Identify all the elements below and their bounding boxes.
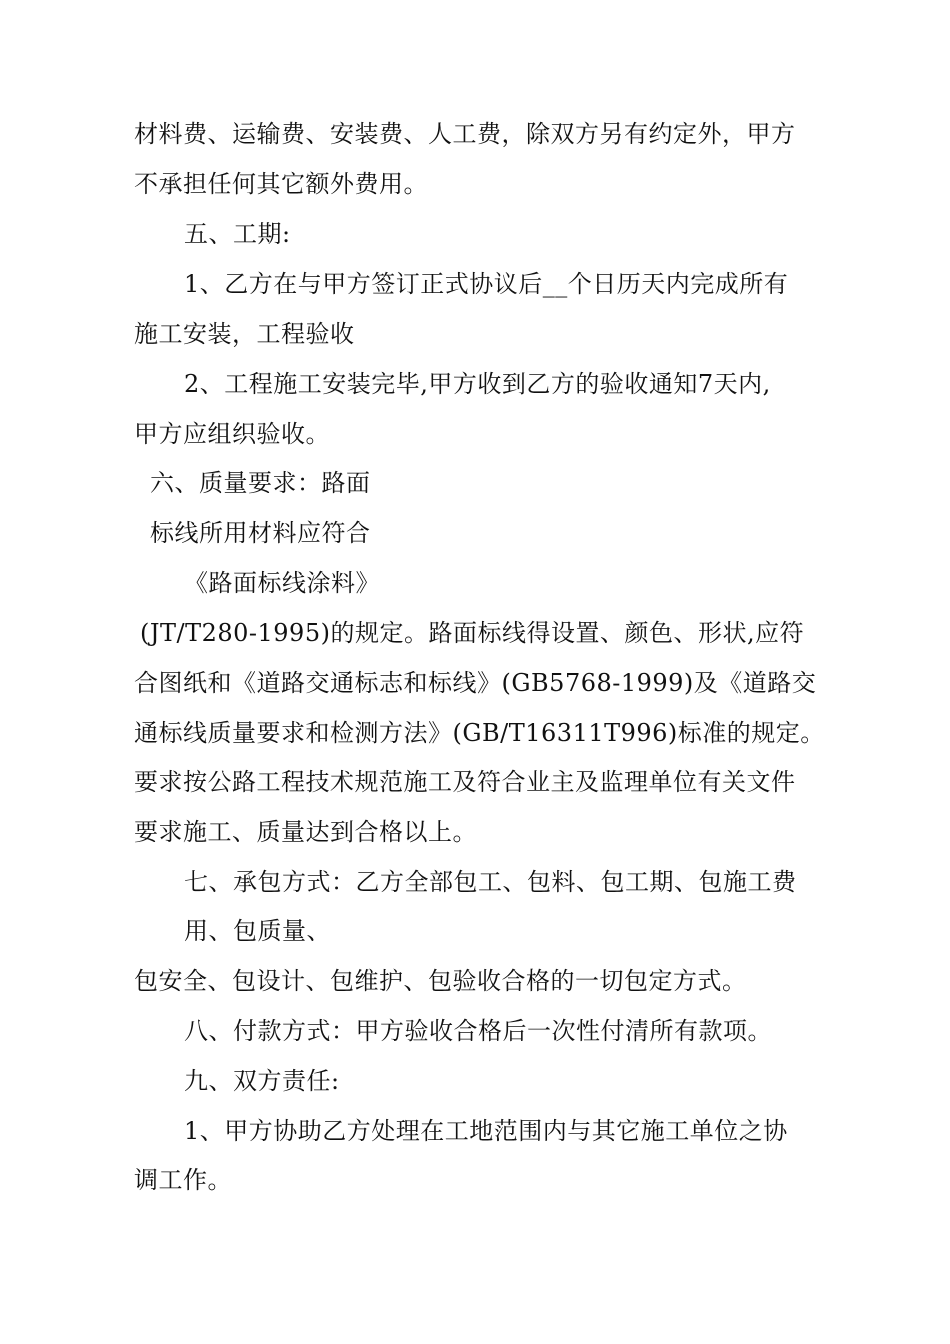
section-heading: 七、承包方式：乙方全部包工、包料、包工期、包施工费 <box>184 868 797 896</box>
text-line: 不承担任何其它额外费用。 <box>134 170 428 198</box>
text-line: 包安全、包设计、包维护、包验收合格的一切包定方式。 <box>134 967 747 995</box>
section-heading: 五、工期: <box>184 220 291 248</box>
section-heading: 六、质量要求：路面 <box>150 469 371 497</box>
text-line: 用、包质量、 <box>184 917 331 945</box>
text-line: 甲方应组织验收。 <box>134 420 330 448</box>
section-heading: 九、双方责任: <box>184 1067 340 1095</box>
text-line: (JT/T280-1995)的规定。路面标线得设置、颜色、形状,应符 <box>140 619 805 647</box>
text-line: 1、乙方在与甲方签订正式协议后__个日历天内完成所有 <box>184 270 789 298</box>
text-line: 合图纸和《道路交通标志和标线》(GB5768-1999)及《道路交 <box>134 669 817 697</box>
text-line: 要求按公路工程技术规范施工及符合业主及监理单位有关文件 <box>134 768 796 796</box>
text-line: 材料费、运输费、安装费、人工费，除双方另有约定外，甲方 <box>134 120 796 148</box>
text-line: 标线所用材料应符合 <box>150 519 371 547</box>
text-line: 通标线质量要求和检测方法》(GB/T16311T996)标准的规定。 <box>134 719 825 747</box>
section-heading: 八、付款方式：甲方验收合格后一次性付清所有款项。 <box>184 1017 772 1045</box>
text-line: 要求施工、质量达到合格以上。 <box>134 818 477 846</box>
text-line: 1、甲方协助乙方处理在工地范围内与其它施工单位之协 <box>184 1117 788 1145</box>
text-line: 调工作。 <box>134 1166 232 1194</box>
text-line: 2、工程施工安装完毕,甲方收到乙方的验收通知7天内, <box>184 370 771 398</box>
text-line: 《路面标线涂料》 <box>184 569 380 597</box>
text-line: 施工安装，工程验收 <box>134 320 355 348</box>
